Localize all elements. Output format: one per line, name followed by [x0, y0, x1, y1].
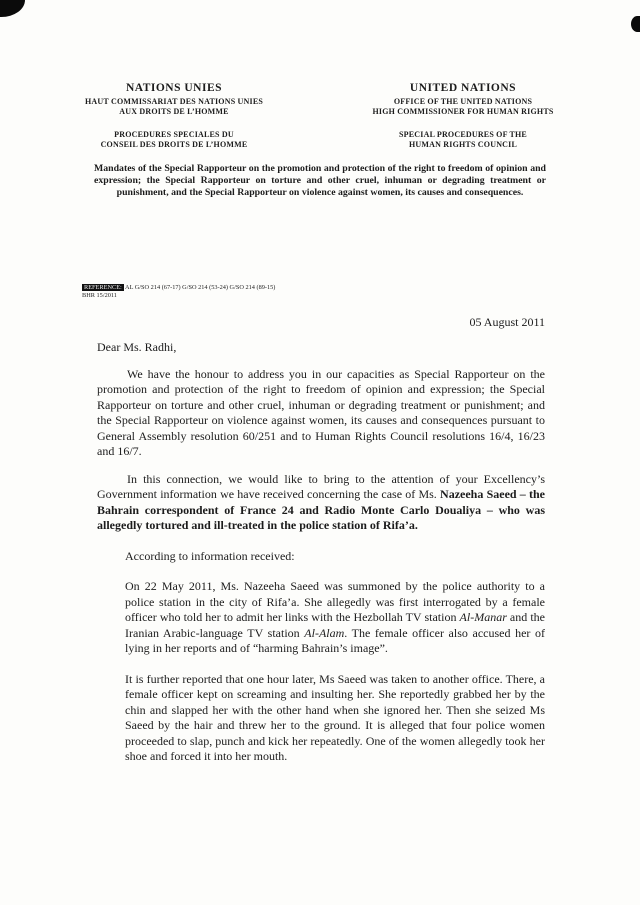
case-subject-bold: Nazeeha Saeed – the Bahrain correspondent of France 24 and Radio Monte Carlo Doualiya – who was allegedly tortured and ill-treated in the police station of Rifa’a. — [97, 487, 545, 533]
unit-name-french — [55, 130, 293, 150]
letterhead-french — [55, 82, 293, 150]
allegation-paragraph-1 — [125, 579, 545, 657]
org-name-english-line2: HIGH COMMISSIONER FOR HUMAN RIGHTS — [372, 107, 554, 116]
org-name-french — [55, 97, 293, 117]
letter-date: 05 August 2011 — [469, 314, 545, 329]
un-title-french: NATIONS UNIES — [125, 82, 223, 94]
org-name-french-line2: AUX DROITS DE L’HOMME — [119, 107, 229, 116]
unit-name-english-line1: SPECIAL PROCEDURES OF THE — [399, 130, 527, 139]
allegation-1-text-1: On 22 May 2011, Ms. Nazeeha Saeed was summoned by the police authority to a police station in the city of Rifa’a. She allegedly was first interrogated by a female officer who told her to admit her links with the Hezbollah TV station — [125, 579, 545, 625]
unit-name-english — [344, 130, 582, 150]
unit-name-french-line1: PROCEDURES SPECIALES DU — [114, 130, 234, 139]
reference-line — [82, 284, 640, 292]
salutation: Dear Ms. Radhi, — [97, 339, 177, 354]
mandates-paragraph: Mandates of the Special Rapporteur on the promotion and protection of the right to freedom of opinion and expression; the Special Rapporteur on torture and other cruel, inhuman or degrading treatment or punishment, and the Special Rapporteur on violence against women, its causes and consequences. — [94, 163, 546, 198]
reference-block — [82, 284, 640, 299]
scan-artifact-top-right — [631, 16, 640, 32]
org-name-french-line1: HAUT COMMISSARIAT DES NATIONS UNIES — [85, 97, 263, 106]
unit-name-english-line2: HUMAN RIGHTS COUNCIL — [408, 140, 517, 149]
paragraph-capacities: We have the honour to address you in our capacities as Special Rapporteur on the promotion and protection of the right to freedom of opinion and expression; the Special Rapporteur on torture and other cruel, inhuman or degrading treatment or punishment; and the Special Rapporteur on violence against women, its causes and consequences pursuant to General Assembly resolution 60/251 and to Human Rights Council resolutions 16/4, 16/23 and 16/7. — [97, 366, 545, 459]
reference-codes: AL G/SO 214 (67-17) G/SO 214 (53-24) G/SO 214 (89-15) — [123, 284, 276, 292]
allegation-1-text-3: . The female officer also accused her of lying in her reports and of “harming Bahrain’s image”. — [125, 625, 545, 656]
paragraph-case-intro — [97, 472, 545, 534]
information-lead-in: According to information received: — [125, 548, 295, 563]
tv-station-al-alam: Al-Alam — [304, 625, 345, 640]
allegation-1-text-2: and the Iranian Arabic-language TV station — [125, 610, 545, 640]
org-name-english-line1: OFFICE OF THE UNITED NATIONS — [393, 97, 533, 106]
org-name-english — [344, 97, 582, 117]
unit-name-french-line2: CONSEIL DES DROITS DE L’HOMME — [100, 140, 248, 149]
reference-case-number: BHR 15/2011 — [82, 291, 117, 299]
tv-station-al-manar: Al-Manar — [459, 610, 507, 625]
allegation-paragraph-2: It is further reported that one hour later, Ms Saeed was taken to another office. There, a female officer kept on screaming and insulting her. She reportedly grabbed her by the chin and slapped her with the other hand when she ignored her. Then she seized Ms Saeed by the hair and threw her to the ground. It is alleged that four police women proceeded to slap, punch and kick her repeatedly. One of the women allegedly took her shoe and forced it into her mouth. — [125, 671, 545, 764]
letterhead-english — [344, 82, 582, 150]
letterhead — [0, 0, 640, 150]
case-intro-text: In this connection, we would like to bring to the attention of your Excellency’s Government information we have received concerning the case of Ms. — [97, 471, 545, 502]
un-title-english: UNITED NATIONS — [409, 82, 517, 94]
reference-label: REFERENCE: — [84, 284, 122, 292]
